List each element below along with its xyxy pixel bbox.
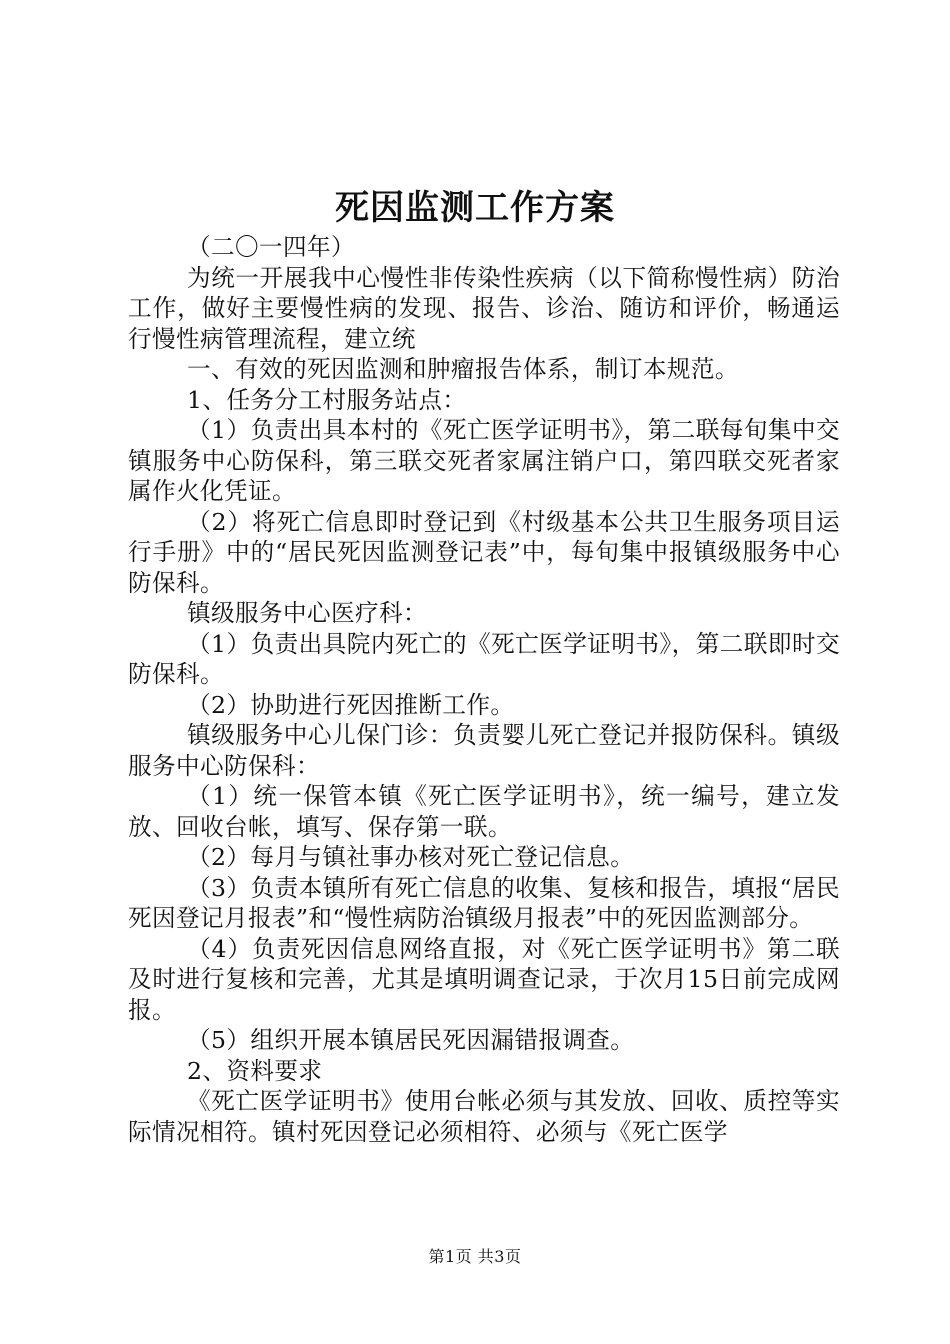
paragraph-prevention-1: （1）统一保管本镇《死亡医学证明书》，统一编号，建立发放、回收台帐，填写、保存第一联。 — [128, 782, 840, 841]
paragraph-year: （二〇一四年） — [187, 233, 355, 261]
paragraph-data-heading: 2、资料要求 — [187, 1056, 323, 1085]
paragraph-prevention-2: （2）每月与镇社事办核对死亡登记信息。 — [187, 843, 635, 871]
document-body — [128, 232, 840, 1147]
paragraph-village-2: （2）将死亡信息即时登记到《村级基本公共卫生服务项目运行手册》中的“居民死因监测登记表”中，每旬集中报镇级服务中心防保科。 — [128, 507, 840, 597]
paragraph-medical-1: （1）负责出具院内死亡的《死亡医学证明书》，第二联即时交防保科。 — [128, 629, 840, 688]
paragraph-data-requirements: 《死亡医学证明书》使用台帐必须与其发放、回收、质控等实际情况相符。镇村死因登记必须相符、必须与《死亡医学 — [128, 1087, 840, 1146]
paragraph-intro: 为统一开展我中心慢性非传染性疾病（以下简称慢性病）防治工作，做好主要慢性病的发现、报告、诊治、随访和评价，畅通运行慢性病管理流程，建立统 — [128, 263, 840, 353]
paragraph-prevention-5: （5）组织开展本镇居民死因漏错报调查。 — [187, 1026, 635, 1054]
paragraph-prevention-3: （3）负责本镇所有死亡信息的收集、复核和报告，填报“居民死因登记月报表”和“慢性病防治镇级月报表”中的死因监测部分。 — [128, 873, 840, 932]
paragraph-village-1: （1）负责出具本村的《死亡医学证明书》，第二联每旬集中交镇服务中心防保科，第三联交死者家属注销户口，第四联交死者家属作火化凭证。 — [128, 416, 840, 505]
paragraph-medical-2: （2）协助进行死因推断工作。 — [187, 690, 515, 719]
paragraph-prevention-4: （4）负责死因信息网络直报，对《死亡医学证明书》第二联及时进行复核和完善，尤其是填明调查记录，于次月15日前完成网报。 — [128, 934, 840, 1024]
paragraph-task-heading: 1、任务分工村服务站点： — [187, 385, 467, 414]
page-number: 第1页 共3页 — [428, 1247, 522, 1266]
document-title: 死因监测工作方案 — [335, 188, 615, 228]
paragraph-child-clinic: 镇级服务中心儿保门诊：负责婴儿死亡登记并报防保科。镇级服务中心防保科： — [128, 721, 840, 780]
paragraph-medical-heading: 镇级服务中心医疗科： — [187, 599, 427, 627]
paragraph-system: 一、有效的死因监测和肿瘤报告体系，制订本规范。 — [187, 355, 739, 383]
